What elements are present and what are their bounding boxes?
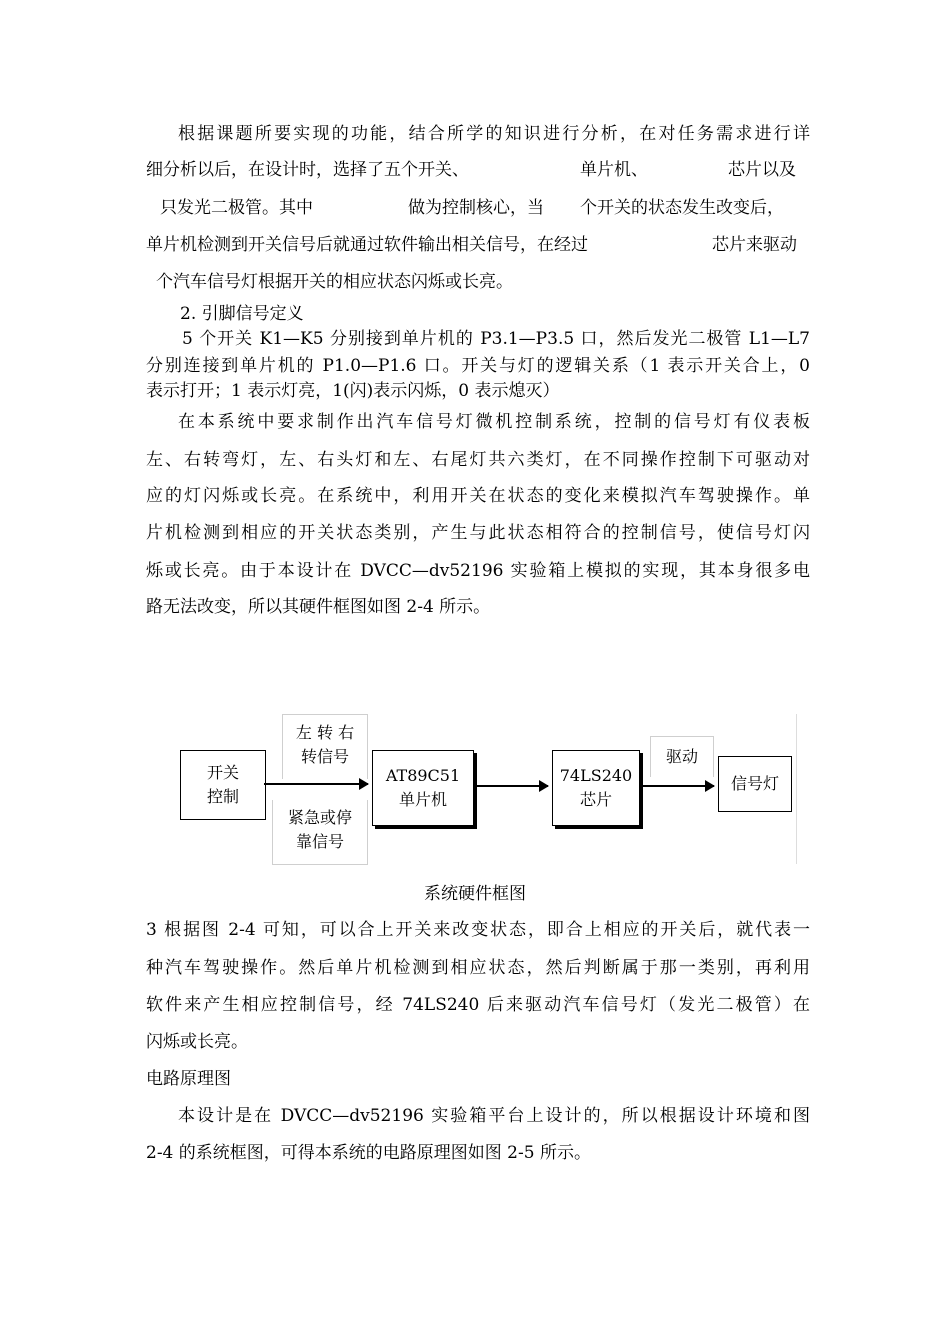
text-fragment: 只发光二极管。其中 — [160, 198, 313, 218]
section-heading: 电路原理图 — [146, 1069, 231, 1089]
text-fragment: 做为控制核心，当 — [408, 198, 544, 218]
paragraph-line: 闪烁或长亮。 — [146, 1032, 248, 1052]
paragraph-line — [160, 198, 824, 218]
paragraph-line: 软件来产生相应控制信号，经 74LS240 后来驱动汽车信号灯（发光二极管）在 — [146, 995, 810, 1015]
paragraph-line: 种汽车驾驶操作。然后单片机检测到相应状态，然后判断属于那一类别，再利用 — [146, 958, 810, 978]
text-fragment: 个开关的状态发生改变后， — [580, 198, 784, 218]
box-text: 74LS240 — [559, 766, 633, 785]
paragraph-line: 烁或长亮。由于本设计在 DVCC—dv52196 实验箱上模拟的实现，其本身很多电 — [146, 561, 810, 581]
emergency-signal-label — [272, 800, 368, 865]
paragraph-line: 片机检测到相应的开关状态类别，产生与此状态相符合的控制信号，使信号灯闪 — [146, 523, 810, 543]
paragraph-line: 个汽车信号灯根据开关的相应状态闪烁或长亮。 — [156, 272, 513, 292]
paragraph-line: 路无法改变，所以其硬件框图如图 2-4 所示。 — [146, 597, 491, 617]
label-text: 靠信号 — [295, 832, 344, 851]
signal-lamp-box — [718, 756, 792, 812]
paragraph-line: 2-4 的系统框图，可得本系统的电路原理图如图 2-5 所示。 — [146, 1143, 591, 1163]
turn-signal-label — [282, 714, 368, 779]
mcu-box — [372, 750, 474, 826]
chip-box — [552, 750, 640, 826]
box-text: 控制 — [206, 787, 239, 806]
label-text: 左 转 右 — [295, 723, 355, 742]
arrow-right-icon — [476, 785, 548, 787]
text-fragment: 细分析以后，在设计时，选择了五个开关、 — [146, 160, 469, 180]
label-text: 转信号 — [300, 747, 349, 766]
paragraph-line: 根据课题所要实现的功能，结合所学的知识进行分析，在对任务需求进行详 — [178, 124, 810, 144]
diagram-border — [796, 714, 797, 864]
paragraph-line: 表示打开；1 表示灯亮，1(闪)表示闪烁，0 表示熄灭） — [146, 381, 560, 401]
arrow-right-icon — [264, 783, 368, 785]
switch-control-box — [180, 750, 266, 820]
section-heading: 2. 引脚信号定义 — [180, 304, 304, 324]
drive-label — [650, 736, 714, 777]
box-text: AT89C51 — [385, 766, 461, 785]
text-fragment: 芯片来驱动 — [712, 235, 797, 255]
paragraph-line: 3 根据图 2-4 可知，可以合上开关来改变状态，即合上相应的开关后，就代表一 — [146, 920, 810, 940]
paragraph-line: 本设计是在 DVCC—dv52196 实验箱平台上设计的，所以根据设计环境和图 — [178, 1106, 810, 1126]
paragraph-line — [146, 160, 810, 180]
paragraph-line: 分别连接到单片机的 P1.0—P1.6 口。开关与灯的逻辑关系（1 表示开关合上，0 — [146, 356, 810, 376]
figure-caption: 系统硬件框图 — [424, 884, 526, 904]
paragraph-line — [146, 235, 810, 255]
box-text: 开关 — [206, 763, 239, 782]
arrow-right-icon — [642, 785, 714, 787]
box-text: 信号灯 — [730, 774, 779, 793]
paragraph-line: 5 个开关 K1—K5 分别接到单片机的 P3.1—P3.5 口，然后发光二极管 L1—L7 — [182, 329, 810, 349]
box-text: 单片机 — [398, 790, 447, 809]
box-text: 芯片 — [579, 790, 612, 809]
label-text: 驱动 — [665, 747, 698, 766]
paragraph-line: 应的灯闪烁或长亮。在系统中，利用开关在状态的变化来模拟汽车驾驶操作。单 — [146, 486, 810, 506]
paragraph-line: 左、右转弯灯，左、右头灯和左、右尾灯共六类灯，在不同操作控制下可驱动对 — [146, 450, 810, 470]
text-fragment: 单片机检测到开关信号后就通过软件输出相关信号，在经过 — [146, 235, 588, 255]
text-fragment: 单片机、 — [580, 160, 648, 180]
text-fragment: 芯片以及 — [728, 160, 796, 180]
label-text: 紧急或停 — [287, 808, 352, 827]
paragraph-line: 在本系统中要求制作出汽车信号灯微机控制系统，控制的信号灯有仪表板 — [178, 412, 810, 432]
